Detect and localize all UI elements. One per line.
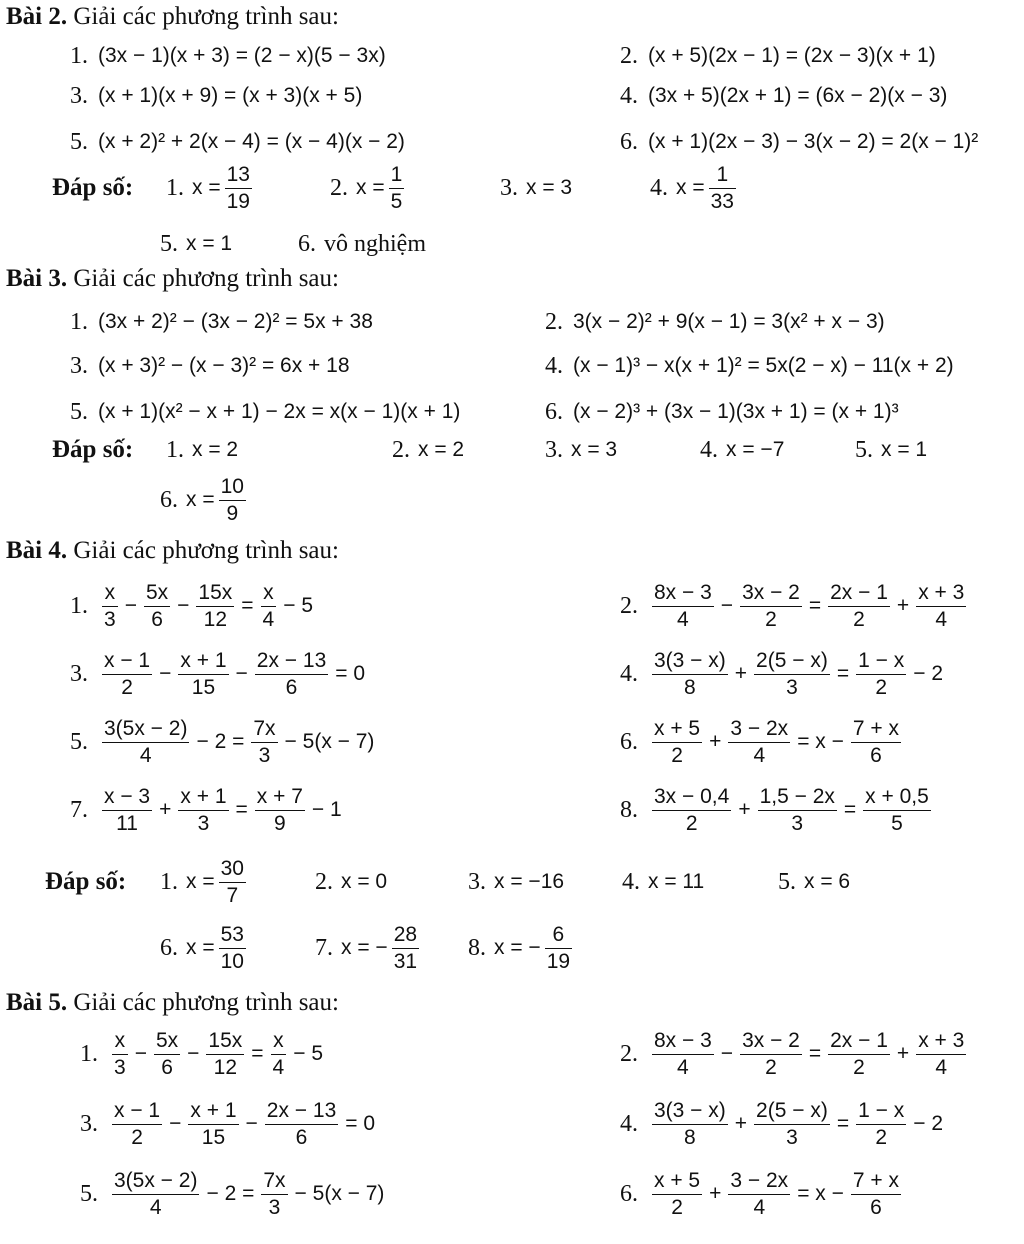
bai2-answer-1: 1. x = $\frac{13}{19}$: [166, 162, 250, 213]
denominator: 4: [728, 742, 790, 769]
operator: − 1: [311, 798, 342, 821]
numerator: x: [263, 580, 274, 604]
numerator: x + 5: [654, 1168, 701, 1192]
fraction: [652, 716, 702, 769]
fraction: [856, 1098, 906, 1151]
denominator: 3: [104, 607, 116, 631]
numerator: x + 1: [190, 1098, 237, 1122]
numerator: x: [104, 580, 116, 604]
problem-number: 3.: [70, 82, 88, 109]
operator: −: [187, 1042, 200, 1065]
numerator: 3 − 2x: [730, 716, 789, 740]
operator: +: [738, 798, 751, 821]
bai2-problem-4: [620, 74, 947, 118]
bai4-answer-1: 1. x = $\frac{30}{7}$: [160, 856, 244, 907]
denominator: 2: [102, 674, 152, 701]
denominator: 3: [754, 674, 830, 701]
numerator: 7 + x: [852, 716, 900, 740]
operator: +: [734, 1112, 748, 1135]
denominator: 3: [754, 1124, 830, 1151]
operator: −: [124, 594, 137, 617]
numerator: 7x: [263, 1168, 286, 1192]
operator: −: [245, 1112, 258, 1135]
denominator: 4: [112, 1194, 199, 1221]
fraction: $\frac{53}{10}$: [220, 922, 244, 973]
numerator: x + 1: [180, 784, 227, 808]
bai3-heading: [6, 264, 339, 294]
bai3-problem-6: 6. (x − 2)³ + (3x − 1)(3x + 1) = (x + 1)³: [545, 398, 899, 425]
answer-label: Đáp số:: [45, 868, 127, 895]
fraction: [652, 1168, 702, 1221]
bai5-problem-2: [620, 1026, 970, 1082]
denominator: 11: [102, 810, 152, 837]
problem-number: 4.: [620, 660, 638, 687]
numerator: 7 + x: [852, 1168, 900, 1192]
denominator: 3: [114, 1055, 126, 1079]
operator: − 5: [293, 1042, 323, 1065]
equation: (x − 1)³ − x(x + 1)² = 5x(2 − x) − 11(x + 2): [573, 354, 954, 377]
bai5-problem-3: [80, 1096, 378, 1152]
denominator: 2: [652, 810, 731, 837]
fraction: [652, 784, 731, 837]
fraction: $\frac{28}{31}$: [393, 922, 418, 973]
denominator: 12: [196, 606, 234, 633]
denominator: 2: [856, 674, 906, 701]
bai2-problem-1: [70, 34, 386, 78]
bai2-problem-5: [70, 120, 405, 164]
denominator: 2: [856, 1124, 906, 1151]
fraction: [728, 716, 790, 769]
numerator: 3(3 − x): [654, 648, 726, 672]
numerator: 5x: [155, 1028, 179, 1052]
problem-number: 1.: [70, 42, 88, 69]
bai3-problem-3: 3. (x + 3)² − (x − 3)² = 6x + 18: [70, 352, 350, 379]
operator: − 5(x − 7): [284, 730, 375, 753]
answer-label: Đáp số:: [52, 436, 134, 463]
numerator: 2x − 1: [830, 580, 888, 604]
denominator: 15: [178, 674, 228, 701]
operator: − 5: [283, 594, 313, 617]
operator: +: [159, 798, 172, 821]
fraction: [828, 580, 890, 633]
operator: − 2: [913, 1112, 943, 1135]
fraction: [851, 1168, 901, 1221]
bai2-instruction: Giải các phương trình sau:: [73, 3, 339, 30]
fraction: [851, 716, 901, 769]
fraction: [112, 1098, 162, 1151]
numerator: 2x − 13: [266, 1098, 337, 1122]
operator: −: [177, 594, 190, 617]
fraction: [652, 1098, 728, 1151]
fraction: [255, 648, 328, 701]
fraction: [754, 1098, 830, 1151]
fraction: [265, 1098, 338, 1151]
operator: = x −: [797, 730, 844, 753]
bai3-answer-2: 2. x = 2: [392, 436, 465, 463]
bai2-answer-4: 4. x = $\frac{1}{33}$: [650, 162, 734, 213]
numerator: x − 3: [104, 784, 151, 808]
bai4-answer-5: 5. x = 6: [778, 868, 851, 895]
fraction: [154, 1028, 180, 1081]
denominator: 6: [144, 606, 170, 633]
denominator: 4: [652, 606, 714, 633]
numerator: 2x − 1: [830, 1028, 888, 1052]
bai3-title: Bài 3.: [6, 265, 68, 292]
bai3-instruction: Giải các phương trình sau:: [73, 265, 339, 292]
denominator: 15: [188, 1124, 238, 1151]
bai4-answer-8: 8. x = − $\frac{6}{19}$: [468, 922, 571, 973]
operator: =: [235, 798, 248, 821]
operator: −: [169, 1112, 182, 1135]
operator: =: [808, 1042, 822, 1065]
fraction: [916, 1028, 966, 1081]
bai3-answers: [0, 428, 1024, 472]
fraction: [196, 580, 234, 633]
numerator: 3 − 2x: [730, 1168, 789, 1192]
numerator: x: [114, 1028, 126, 1052]
bai4-answer-3: 3. x = −16: [468, 868, 565, 895]
denominator: 4: [262, 607, 275, 631]
fraction: [271, 1028, 287, 1081]
bai2-answer-2: 2. x = $\frac{1}{5}$: [330, 162, 403, 213]
operator: − 5(x − 7): [294, 1182, 385, 1205]
denominator: 3: [178, 810, 228, 837]
bai3-answers-row2: [0, 470, 1024, 530]
fraction: [740, 580, 802, 633]
fraction: [102, 648, 152, 701]
fraction: $\frac{1}{5}$: [390, 162, 403, 213]
equation: 3(x − 2)² + 9(x − 1) = 3(x² + x − 3): [573, 310, 885, 333]
numerator: 3x − 2: [742, 580, 800, 604]
numerator: x + 5: [654, 716, 701, 740]
fraction: [652, 580, 714, 633]
denominator: 4: [652, 1054, 714, 1081]
bai2-answers: [0, 164, 1024, 212]
bai4-answer-2: 2. x = 0: [315, 868, 388, 895]
bai4-answers-row2: [0, 916, 1024, 980]
equation: (x + 1)(x + 9) = (x + 3)(x + 5): [98, 84, 363, 107]
denominator: 8: [652, 674, 728, 701]
problem-number: 4.: [620, 82, 638, 109]
bai4-answer-6: 6. x = $\frac{53}{10}$: [160, 922, 244, 973]
bai3-answer-3: 3. x = 3: [545, 436, 618, 463]
fraction: [112, 1028, 128, 1081]
bai3-answer-1: 1. x = 2: [166, 436, 239, 463]
numerator: 1 − x: [858, 648, 905, 672]
denominator: 3: [251, 742, 277, 769]
operator: −: [134, 1042, 147, 1065]
operator: = x −: [797, 1182, 844, 1205]
fraction: [102, 784, 152, 837]
problem-number: 6.: [620, 728, 638, 755]
denominator: 4: [272, 1055, 285, 1079]
fraction: [758, 784, 837, 837]
numerator: 3x − 2: [742, 1028, 800, 1052]
bai5-heading: [6, 988, 339, 1018]
bai4-answers: [0, 852, 1024, 912]
equation: (3x + 2)² − (3x − 2)² = 5x + 38: [98, 310, 373, 333]
numerator: x + 1: [180, 648, 227, 672]
equation: (x + 5)(2x − 1) = (2x − 3)(x + 1): [648, 44, 936, 67]
operator: =: [241, 594, 254, 617]
denominator: 4: [102, 742, 189, 769]
problem-number: 2.: [620, 1040, 638, 1067]
fraction: [112, 1168, 199, 1221]
problem-number: 3.: [70, 660, 88, 687]
numerator: 2(5 − x): [756, 648, 828, 672]
operator: +: [709, 1182, 722, 1205]
numerator: 15x: [208, 1028, 243, 1052]
bai3-problem-1: 1. (3x + 2)² − (3x − 2)² = 5x + 38: [70, 308, 373, 335]
bai3-answer-6: 6. x = $\frac{10}{9}$: [160, 474, 244, 525]
operator: +: [896, 1042, 910, 1065]
bai3-answer-5: 5. x = 1: [855, 436, 928, 463]
bai4-instruction: Giải các phương trình sau:: [73, 537, 339, 564]
fraction: [261, 1168, 287, 1221]
numerator: 8x − 3: [654, 1028, 712, 1052]
numerator: x + 3: [918, 580, 965, 604]
denominator: 6: [154, 1054, 180, 1081]
denominator: 3: [261, 1194, 287, 1221]
fraction: $\frac{6}{19}$: [546, 922, 571, 973]
bai5-problem-5: [80, 1166, 387, 1222]
numerator: 3(5x − 2): [114, 1168, 198, 1192]
numerator: 2(5 − x): [756, 1098, 828, 1122]
bai2-problem-6: [620, 120, 978, 164]
bai4-problem-7: [70, 782, 345, 838]
problem-number: 2.: [620, 592, 638, 619]
operator: −: [720, 1042, 734, 1065]
denominator: 2: [112, 1124, 162, 1151]
denominator: 8: [652, 1124, 728, 1151]
numerator: x − 1: [114, 1098, 161, 1122]
bai5-instruction: Giải các phương trình sau:: [73, 989, 339, 1016]
operator: =: [836, 662, 850, 685]
operator: − 2 =: [196, 730, 245, 753]
operator: =: [808, 594, 822, 617]
fraction: $\frac{10}{9}$: [220, 474, 244, 525]
numerator: 3x − 0,4: [654, 784, 730, 808]
bai2-heading: [6, 2, 339, 32]
problem-number: 5.: [80, 1180, 98, 1207]
operator: = 0: [345, 1112, 376, 1135]
problem-number: 5.: [70, 128, 88, 155]
operator: −: [235, 662, 248, 685]
bai4-problem-8: [620, 782, 935, 838]
operator: +: [896, 594, 910, 617]
denominator: 2: [828, 606, 890, 633]
bai2-problem-3: [70, 74, 362, 118]
fraction: [188, 1098, 238, 1151]
equation: (x + 2)² + 2(x − 4) = (x − 4)(x − 2): [98, 130, 405, 153]
numerator: 8x − 3: [654, 580, 712, 604]
numerator: 3(5x − 2): [104, 716, 188, 740]
bai4-problem-5: [70, 714, 377, 770]
fraction: $\frac{1}{33}$: [710, 162, 734, 213]
bai3-problem-4: 4. (x − 1)³ − x(x + 1)² = 5x(2 − x) − 11(x + 2): [545, 352, 954, 379]
fraction: [754, 648, 830, 701]
numerator: x: [273, 1028, 284, 1052]
fraction: [652, 648, 728, 701]
operator: +: [709, 730, 722, 753]
bai2-title: Bài 2.: [6, 3, 68, 30]
denominator: 5: [863, 810, 931, 837]
numerator: 1 − x: [858, 1098, 905, 1122]
bai3-answer-4: 4. x = −7: [700, 436, 785, 463]
numerator: x − 1: [104, 648, 151, 672]
equation: (x − 2)³ + (3x − 1)(3x + 1) = (x + 1)³: [573, 400, 899, 423]
operator: − 2 =: [206, 1182, 255, 1205]
bai2-answers-row2: [0, 224, 1024, 264]
bai5-problem-4: [620, 1096, 946, 1152]
numerator: x + 7: [256, 784, 303, 808]
fraction: [740, 1028, 802, 1081]
operator: − 2: [913, 662, 943, 685]
fraction: $\frac{13}{19}$: [226, 162, 250, 213]
numerator: 3(3 − x): [654, 1098, 726, 1122]
numerator: x + 3: [918, 1028, 965, 1052]
operator: =: [843, 798, 857, 821]
equation: (x + 1)(x² − x + 1) − 2x = x(x − 1)(x + 1): [98, 400, 461, 423]
bai4-problem-6: [620, 714, 905, 770]
problem-number: 5.: [70, 728, 88, 755]
denominator: 2: [652, 742, 702, 769]
denominator: 2: [652, 1194, 702, 1221]
numerator: 15x: [198, 580, 233, 604]
denominator: 4: [916, 606, 966, 633]
operator: −: [159, 662, 172, 685]
problem-number: 4.: [620, 1110, 638, 1137]
fraction: [261, 580, 277, 633]
bai5-problem-1: [80, 1026, 326, 1082]
problem-number: 8.: [620, 796, 638, 823]
operator: −: [720, 594, 734, 617]
fraction: [652, 1028, 714, 1081]
bai4-answer-4: 4. x = 11: [622, 868, 705, 895]
fraction: $\frac{30}{7}$: [220, 856, 244, 907]
denominator: 2: [740, 1054, 802, 1081]
problem-number: 1.: [70, 592, 88, 619]
fraction: [178, 784, 228, 837]
denominator: 9: [255, 810, 305, 837]
numerator: 5x: [145, 580, 169, 604]
bai2-answer-5: 5. x = 1: [160, 230, 233, 257]
fraction: [144, 580, 170, 633]
answer-label: Đáp số:: [52, 174, 134, 201]
fraction: [206, 1028, 244, 1081]
denominator: 3: [758, 810, 837, 837]
fraction: [728, 1168, 790, 1221]
problem-number: 3.: [80, 1110, 98, 1137]
bai2-problem-2: [620, 34, 936, 78]
denominator: 6: [255, 674, 328, 701]
problem-number: 1.: [80, 1040, 98, 1067]
problem-number: 6.: [620, 128, 638, 155]
denominator: 6: [265, 1124, 338, 1151]
denominator: 2: [828, 1054, 890, 1081]
fraction: [916, 580, 966, 633]
denominator: 2: [740, 606, 802, 633]
fraction: [102, 580, 118, 633]
bai5-problem-6: [620, 1166, 905, 1222]
operator: +: [734, 662, 748, 685]
bai4-problem-2: [620, 578, 970, 634]
bai4-problem-4: [620, 646, 946, 702]
numerator: 2x − 13: [256, 648, 327, 672]
equation: (x + 3)² − (x − 3)² = 6x + 18: [98, 354, 350, 377]
equation: (x + 1)(2x − 3) − 3(x − 2) = 2(x − 1)²: [648, 130, 979, 153]
problem-number: 6.: [620, 1180, 638, 1207]
fraction: [863, 784, 931, 837]
fraction: [255, 784, 305, 837]
problem-number: 2.: [620, 42, 638, 69]
fraction: [828, 1028, 890, 1081]
equation: (3x − 1)(x + 3) = (2 − x)(5 − 3x): [98, 44, 386, 67]
numerator: x + 0,5: [865, 784, 929, 808]
numerator: 1,5 − 2x: [759, 784, 835, 808]
bai4-answer-7: 7. x = − $\frac{28}{31}$: [315, 922, 418, 973]
bai4-title: Bài 4.: [6, 537, 68, 564]
operator: = 0: [335, 662, 366, 685]
denominator: 4: [916, 1054, 966, 1081]
bai2-answer-6: 6. vô nghiệm: [298, 230, 426, 257]
denominator: 12: [206, 1054, 244, 1081]
fraction: [856, 648, 906, 701]
denominator: 6: [851, 742, 901, 769]
fraction: [251, 716, 277, 769]
bai4-problem-1: [70, 578, 316, 634]
bai4-heading: [6, 536, 339, 566]
numerator: 7x: [253, 716, 276, 740]
problem-number: 7.: [70, 796, 88, 823]
bai2-answer-3: 3. x = 3: [500, 174, 573, 201]
denominator: 6: [851, 1194, 901, 1221]
operator: =: [251, 1042, 264, 1065]
bai5-title: Bài 5.: [6, 989, 68, 1016]
denominator: 4: [728, 1194, 790, 1221]
fraction: [102, 716, 189, 769]
bai3-problem-2: 2. 3(x − 2)² + 9(x − 1) = 3(x² + x − 3): [545, 308, 885, 335]
fraction: [178, 648, 228, 701]
bai3-problem-5: 5. (x + 1)(x² − x + 1) − 2x = x(x − 1)(x + 1): [70, 398, 461, 425]
operator: =: [836, 1112, 850, 1135]
equation: (3x + 5)(2x + 1) = (6x − 2)(x − 3): [648, 84, 948, 107]
bai4-problem-3: [70, 646, 368, 702]
